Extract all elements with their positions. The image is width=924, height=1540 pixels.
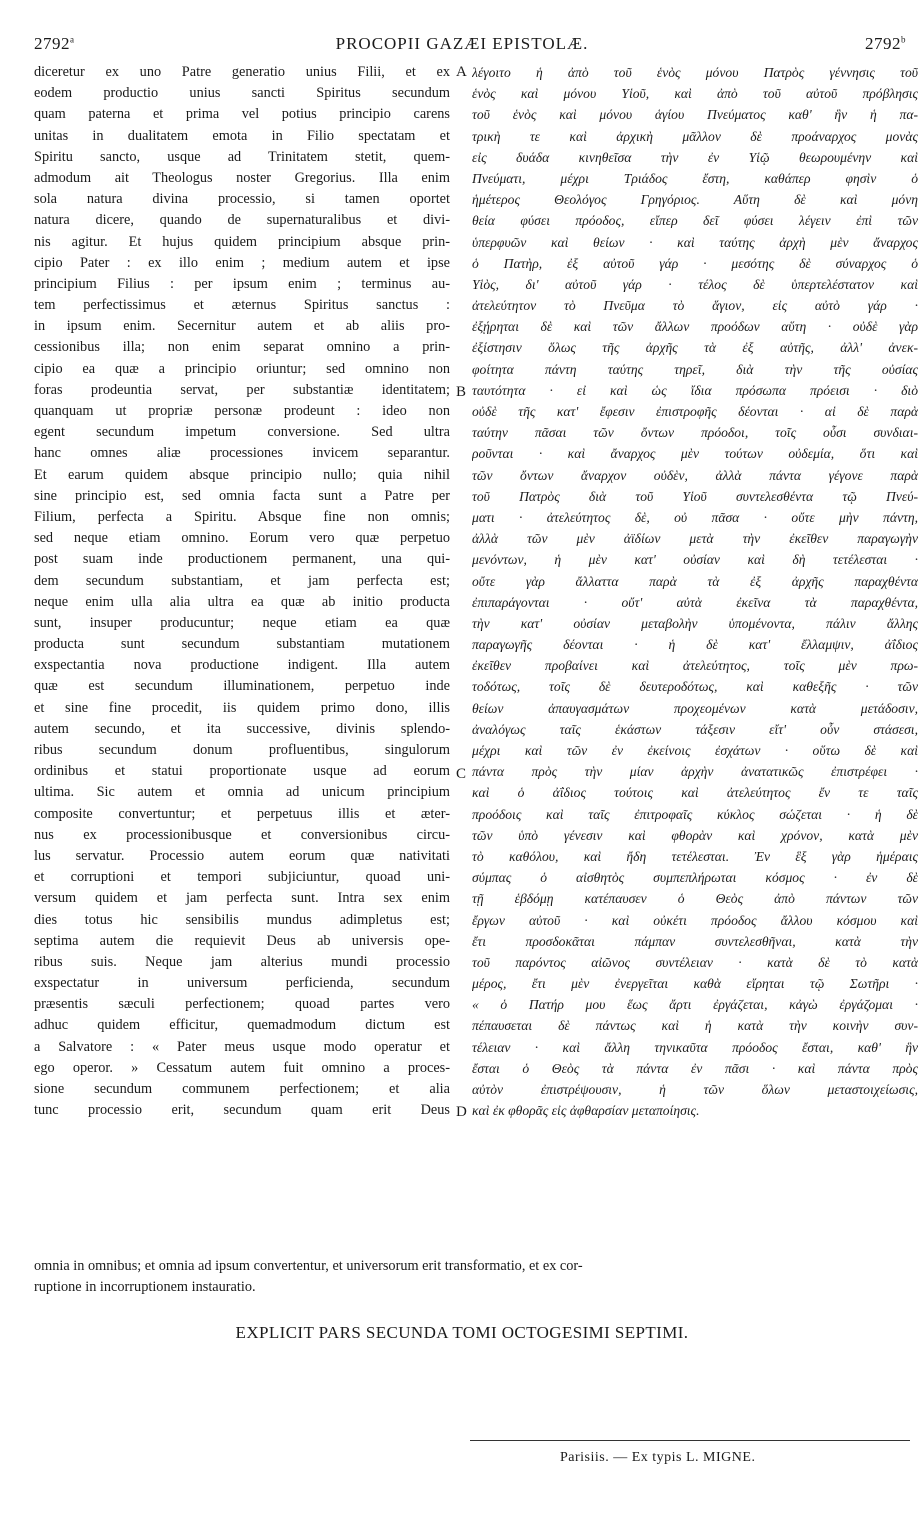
latin-line: dem secundum substantiam, et jam perfecta est; xyxy=(34,572,450,589)
latin-line: nus ex processionibusque et conversionibus circu- xyxy=(34,826,450,843)
greek-line: ἐξῄρηται δὲ καὶ τῶν ἄλλων προόδων αὕτη · οὐδὲ γὰρ xyxy=(472,319,918,335)
latin-column xyxy=(34,62,450,1121)
latin-line: ribus suis. Neque jam alterius mundi processio xyxy=(34,953,450,970)
running-title: PROCOPII GAZÆI EPISTOLÆ. xyxy=(335,34,589,53)
greek-line: οὐδὲ τῆς κατ' ἔφεσιν ἐπιστροφῆς δέονται · αἱ δὲ παρὰ xyxy=(472,404,918,419)
latin-line: sione secundum communem perfectionem; et alia xyxy=(34,1081,450,1097)
greek-line: θεία φύσει πρόοδος, εἴπερ δεῖ φύσει λέγειν ἐπὶ τῶν xyxy=(472,213,918,229)
latin-line: ego operor. » Cessatum autem fuit omnino a proces- xyxy=(34,1059,450,1076)
greek-line: ἐξίστησιν ὅλως τῆς ἀρχῆς τὰ ἐξ αὐτῆς, ἀλλ' ἀνεκ- xyxy=(472,340,918,356)
latin-line: lus servatur. Processio autem eorum quæ nativitati xyxy=(34,847,450,864)
latin-line: diceretur ex uno Patre generatio unius Filii, et ex xyxy=(34,64,450,80)
latin-line: tunc processio erit, secundum quam erit Deus xyxy=(34,1102,450,1119)
greek-line: οὔτε γὰρ ἄλλαττα παρὰ τὰ ἐξ ἀρχῆς παραχθέντα xyxy=(472,573,918,589)
greek-line: λέγοιτο ἡ ἀπὸ τοῦ ἑνὸς μόνου Πατρὸς γέννησις τοῦ xyxy=(472,65,918,80)
latin-line: in ipsum enim. Secernitur autem et ab aliis pro- xyxy=(34,318,450,335)
greek-line: ὁ Πατὴρ, ἐξ αὐτοῦ γάρ · μεσότης δὲ σύναρχος ὁ xyxy=(472,255,918,271)
latin-line: præsentis sæculi perfectionem; quoad partes vero xyxy=(34,996,450,1013)
greek-line: ἀλλὰ τῶν μὲν ἀϊδίων μετὰ τὴν ἐκεῖθεν παραγωγὴν xyxy=(472,531,918,547)
greek-line: σύμπας ὁ αἰσθητὸς συμπεπλήρωται κόσμος · ἐν δὲ xyxy=(472,870,918,886)
latin-line: sunt, insuper producuntur; neque etiam ea quæ xyxy=(34,614,450,631)
latin-line: ruptione in incorruptionem instauratio. xyxy=(34,1279,256,1296)
greek-line: μενόντων, ἡ μὲν κατ' οὐσίαν καὶ δὴ τετέλεσται · xyxy=(472,552,918,568)
latin-line: sola natura divina processio, si tamen oportet xyxy=(34,191,450,208)
latin-line: admodum ait Theologus noster Gregorius. Illa enim xyxy=(34,169,450,186)
footer-rule xyxy=(470,1440,910,1441)
latin-line: Filium, perfecta a Spiritu. Absque fine non omnis; xyxy=(34,508,450,525)
greek-line: τοδότως, τοῖς δὲ δευτεροδότως, καὶ καθεξῆς · τῶν xyxy=(472,679,918,695)
greek-line: τοῦ Πατρὸς διὰ τοῦ Υἱοῦ συντελεσθέντα τῷ Πνεύ- xyxy=(472,488,918,504)
greek-line: ἔργων αὐτοῦ · καὶ οὐκέτι πρόοδος ἄλλου κόσμου καὶ xyxy=(472,912,918,928)
page-number-left: 2792$^a$ xyxy=(34,34,75,53)
greek-line: θείων ἀπαυγασμάτων προχεομένων κατὰ μετάδοσιν, xyxy=(472,700,918,716)
latin-line: autem secundo, et ita successive, divinis splendo- xyxy=(34,720,450,737)
latin-line: quanquam ut propriæ personæ prodeunt : ideo non xyxy=(34,403,450,419)
greek-line: ἐκεῖθεν προβαίνει καὶ ἀτελεύτητος, τοῖς μὲν πρω- xyxy=(472,658,918,674)
latin-line: sed neque etiam omnino. Eorum vero quæ perpetuo xyxy=(34,530,450,547)
latin-line: principium Filius : per ipsum enim ; terminus au- xyxy=(34,275,450,292)
greek-line: παραγωγῆς δέονται · ἡ δὲ κατ' ἔλλαμψιν, ἀΐδιος xyxy=(472,637,918,653)
greek-line: φοίτητα πάντη ταύτης τηρεῖ, διὰ τὴν τῆς οὐσίας xyxy=(472,361,918,377)
greek-line: τοῦ ἑνὸς καὶ μόνου ἁγίου Πνεύματος καθ' ἣν ἡ πα- xyxy=(472,107,918,123)
latin-line: septima autem die requievit Deus ab universis ope- xyxy=(34,932,450,949)
latin-line: ultima. Sic autem et omnia ad unicum principium xyxy=(34,784,450,801)
latin-line: unitas in dualitatem emota in Filio spectatam et xyxy=(34,127,450,144)
greek-line: τῶν ὄντων ἄναρχον οὐδὲν, ἀλλὰ πάντα γέγονε παρὰ xyxy=(472,467,918,483)
latin-line: natura dicere, quando de supernaturalibus et divi- xyxy=(34,212,450,229)
greek-line: καὶ ἐκ φθορᾶς εἰς ἀφθαρσίαν μεταποίησις. xyxy=(472,1103,700,1119)
greek-line: ροῦνται · καὶ ἄναρχος μὲν τούτων οὐδεμία, ὅτι καὶ xyxy=(472,446,918,462)
greek-line: ἔτι προσδοκᾶται πάμπαν συντελεσθῆναι, κατὰ τὴν xyxy=(472,933,918,949)
latin-line: cipio Pater : ex illo enim ; medium autem et ipse xyxy=(34,254,450,271)
latin-line: producta sunt secundum substantiam mutationem xyxy=(34,636,450,653)
printer-imprint: Parisiis. — Ex typis L. MIGNE. xyxy=(560,1450,756,1465)
latin-line: hanc omnes aliæ processiones invicem separantur. xyxy=(34,445,450,462)
greek-line: ἀναλόγως ταῖς ἑκάστων τάξεσιν εἴτ' οὖν στάσεσι, xyxy=(472,721,918,737)
latin-line: post suam inde productionem permanent, una qui- xyxy=(34,551,450,568)
latin-line: dies totus hic sensibilis mundus adimpletus est; xyxy=(34,911,450,928)
latin-line: et corruptioni et tempori subjiciuntur, quoad uni- xyxy=(34,869,450,886)
page-number-right: 2792$^b$ xyxy=(865,34,906,53)
greek-line: Πνεύματι, μέχρι Τριάδος ἔστη, καθάπερ φησὶν ὁ xyxy=(472,170,918,186)
greek-line: τὴν κατ' οὐσίαν μεταβολὴν ὑπομένοντα, πάλιν ἄλλης xyxy=(472,615,918,631)
greek-line: ἔσται ὁ Θεὸς τὰ πάντα ἐν πᾶσι · καὶ πάντα πρὸς xyxy=(472,1060,918,1076)
latin-line: sine principio est, sed omnia facta sunt a Patre per xyxy=(34,487,450,504)
latin-line: eodem productio unius sancti Spiritus secundum xyxy=(34,85,450,102)
latin-line: omnia in omnibus; et omnia ad ipsum convertentur, xyxy=(34,1258,329,1274)
greek-line: καὶ ὁ ἀΐδιος τούτοις καὶ ἀτελεύτητος ἔν τε ταῖς xyxy=(472,785,918,801)
greek-line: τοῦ παρόντος αἰῶνος συντέλειαν · κατὰ δὲ τὸ κατὰ xyxy=(472,954,918,970)
greek-line: ὑπερφυῶν καὶ θείων · καὶ ταύτης ἀρχὴ μὲν ἄναρχος xyxy=(472,234,918,250)
latin-line: tem perfectissimus et æternus Spiritus sanctus : xyxy=(34,297,450,314)
latin-line: composite convertuntur; et perpetuus illis et æter- xyxy=(34,805,450,822)
greek-line: μέχρι καὶ τῶν ἐν ἐκείνοις ἐσχάτων · οὕτω δὲ καὶ xyxy=(472,743,918,758)
greek-line: ματι · ἀτελεύτητος δὲ, οὐ πᾶσα · οὔτε μὴν πάντη, xyxy=(472,509,918,525)
greek-line: τῇ ἑβδόμῃ κατέπαυσεν ὁ Θεὸς ἀπὸ πάντων τῶν xyxy=(472,891,918,907)
margin-marker-b: B xyxy=(456,384,467,400)
greek-line: ταύτην πᾶσαι τῶν ὄντων πρόοδοι, τοῖς οὖσι συνδιαι- xyxy=(472,425,918,441)
margin-marker-c: C xyxy=(456,766,467,782)
greek-line: εἰς δυάδα κινηθεῖσα τὴν ἐν Υἱῷ θεωρουμένην καὶ xyxy=(472,149,918,165)
latin-line: exspectantia nova productione indigent. Illa autem xyxy=(34,657,450,674)
explicit-heading: EXPLICIT PARS SECUNDA TOMI OCTOGESIMI SEPTIMI. xyxy=(235,1323,689,1342)
greek-line: πάντα πρὸς τὴν μίαν ἀρχὴν ἀνατατικῶς ἐπιστρέφει · xyxy=(472,764,918,780)
greek-line: πέπαυσεται δὲ πάντως καὶ ἡ κατὰ τὴν κοινὴν συν- xyxy=(472,1018,918,1034)
latin-line: quam paterna et prima vel potius principio carens xyxy=(34,106,450,123)
latin-line: egent secundum impetum conversione. Sed ultra xyxy=(34,424,450,441)
latin-line: ribus secundum donum profluentibus, singulorum xyxy=(34,742,450,758)
greek-line: Υἱὸς, δι' αὐτοῦ γάρ · τέλος δὲ ὑπερτελέστατον καὶ xyxy=(472,276,918,292)
greek-line: τέλειαν · καὶ ἄλλη τηνικαῦτα πρόοδος ἔσται, καθ' ἣν xyxy=(472,1039,918,1055)
latin-line: cessionibus illa; non enim separat omnino a prin- xyxy=(34,339,450,356)
latin-line: adhuc quidem efficitur, quemadmodum dictum est xyxy=(34,1017,450,1034)
greek-line: τῶν ὑπὸ γένεσιν καὶ φθορὰν καὶ χρόνον, κατὰ μὲν xyxy=(472,827,918,843)
latin-line: versum quidem et jam perfecta sunt. Intra sex enim xyxy=(34,890,450,907)
latin-line: Spiritu sancto, usque ad Trinitatem stetit, quem- xyxy=(34,148,450,165)
greek-line: « ὁ Πατήρ μου ἕως ἄρτι ἐργάζεται, κἀγὼ ἐργάζομαι · xyxy=(472,997,918,1013)
greek-line: ἡμέτερος Θεολόγος Γρηγόριος. Αὕτη δὲ καὶ μόνη xyxy=(472,192,918,208)
latin-line: neque enim ulla alia ultra ea quæ ab initio producta xyxy=(34,593,450,610)
latin-line: cipio ea quæ a principio oriuntur; sed omnino non xyxy=(34,360,450,377)
greek-line: ταυτότητα · εἰ καὶ ὡς ἴδια πρόσωπα πρόεισι · διὸ xyxy=(472,382,918,398)
greek-line: ἀτελεύτητον τὸ Πνεῦμα τὸ ἅγιον, εἰς αὐτὸ γάρ · xyxy=(472,298,918,314)
latin-line: ordinibus et statui proportionate usque ad eorum xyxy=(34,763,450,780)
greek-line: τὸ καθόλου, καὶ ἤδη τετέλεσται. Ἐν ἓξ γὰρ ἡμέραις xyxy=(472,848,918,864)
greek-line: ἑνὸς καὶ μόνου Υἱοῦ, καὶ ἀπὸ τοῦ αὐτοῦ πρόβλησις xyxy=(472,86,918,102)
greek-line: μέρος, ἔτι μὲν ἐνεργεῖται καθὰ εἴρηται τῷ Σωτῆρι · xyxy=(472,976,918,992)
margin-marker-d: D xyxy=(456,1104,467,1120)
latin-line: quæ est secundum illuminationem, perpetuo inde xyxy=(34,678,450,695)
latin-line: nis agitur. Et hujus quidem principium absque prin- xyxy=(34,233,450,250)
latin-line: Et earum quidem absque principio nullo; quia nihil xyxy=(34,466,450,483)
latin-line: a Salvatore : « Pater meus usque modo operatur et xyxy=(34,1038,450,1055)
greek-line: προόδοις καὶ ταῖς ἐπιτροφαῖς κύκλος σώζεται · ἡ δὲ xyxy=(472,806,918,822)
latin-line: exspectatur in universum perficienda, secundum xyxy=(34,975,450,992)
latin-tail: et universorum erit transformatio, et ex cor- xyxy=(332,1258,583,1274)
margin-marker-a: A xyxy=(456,64,467,80)
latin-line: et sine fine procedit, iis quidem primo dono, illis xyxy=(34,699,450,716)
latin-line: foras prodeuntia servat, per substantiæ identitatem; xyxy=(34,381,450,398)
greek-line: αὐτὸν ἐπιστρέψουσιν, ἡ τῶν ὅλων μεταστοιχείωσις, xyxy=(472,1082,918,1097)
greek-line: ἐπιπαράγονται · οὔτ' αὐτὰ ἐκεῖνα τὰ παραχθέντα, xyxy=(472,594,918,610)
greek-column xyxy=(472,62,918,1121)
greek-line: τρικὴ τε καὶ ἀρχικὴ μᾶλλον δὲ προάναρχος μονὰς xyxy=(472,128,918,144)
